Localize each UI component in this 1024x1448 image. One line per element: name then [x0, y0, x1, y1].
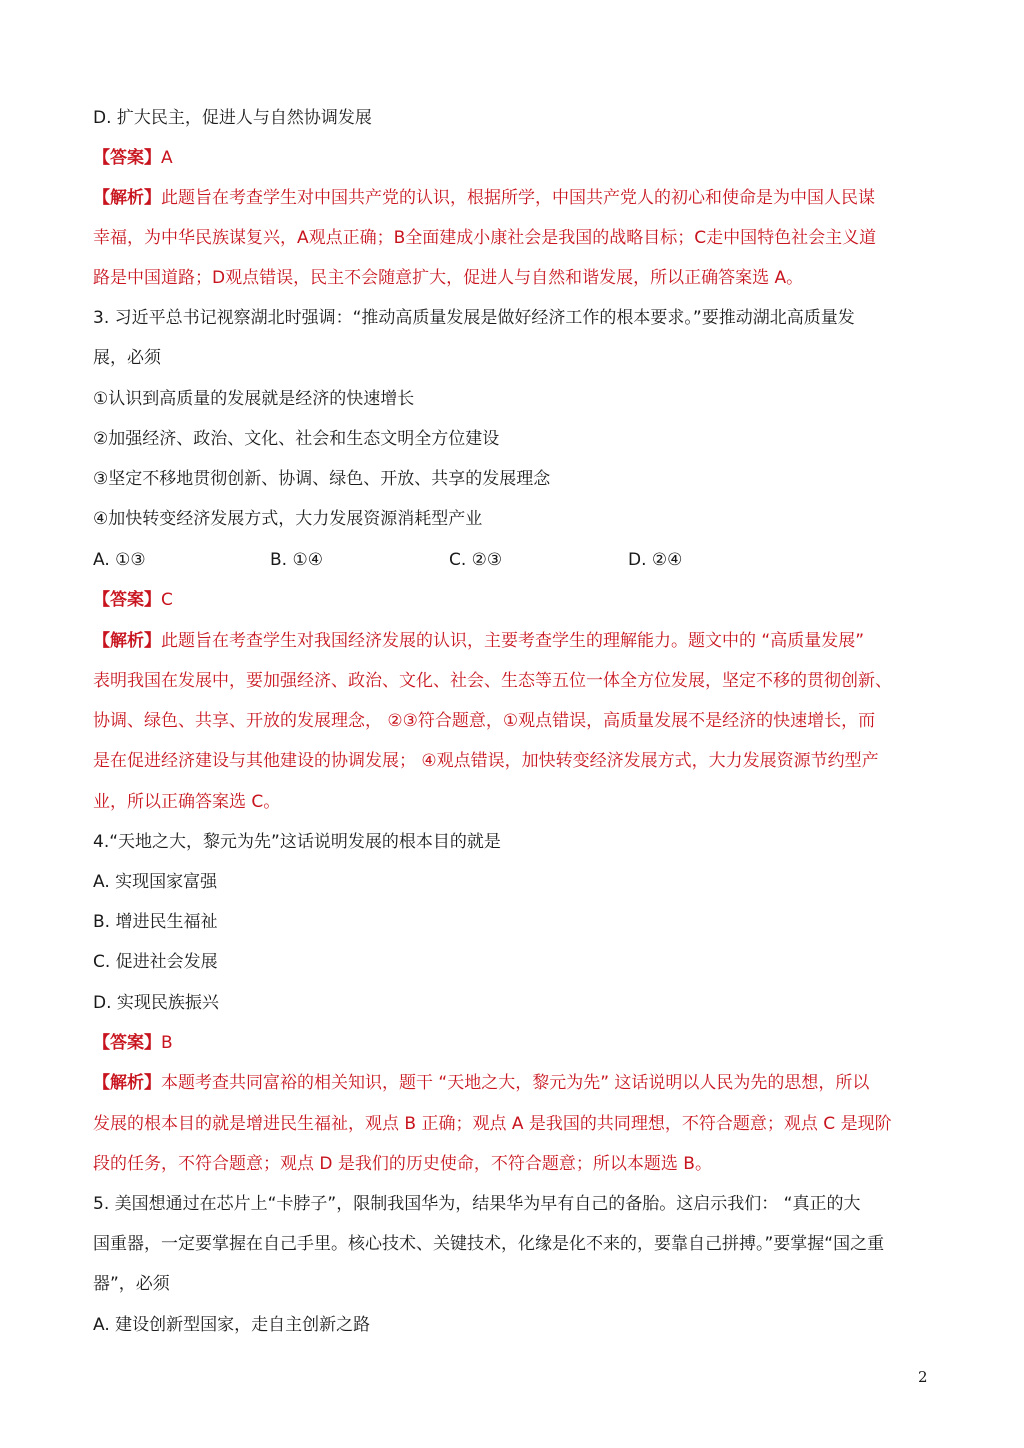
- analysis-text-line: 表明我国在发展中，要加强经济、政治、文化、社会、生态等五位一体全方位发展，坚定不移的贯彻创新、: [93, 671, 892, 691]
- question-5-stem: 5. 美国想通过在芯片上“卡脖子”，限制我国华为，结果华为早有自己的备胎。这启示我们： “真正的大: [93, 1194, 861, 1214]
- answer-value: B: [161, 1033, 173, 1053]
- statement-2: ②加强经济、政治、文化、社会和生态文明全方位建设: [93, 429, 500, 449]
- statement-3: ③坚定不移地贯彻创新、协调、绿色、开放、共享的发展理念: [93, 469, 551, 489]
- option-b-q3: B. ①④: [270, 550, 323, 570]
- analysis-text-line: 幸福，为中华民族谋复兴，A观点正确；B全面建成小康社会是我国的战略目标；C走中国特色社会主义道: [93, 228, 877, 248]
- option-c-q4: C. 促进社会发展: [93, 952, 218, 972]
- answer-value: A: [161, 148, 173, 168]
- option-a-q5: A. 建设创新型国家，走自主创新之路: [93, 1315, 371, 1335]
- option-b-q4: B. 增进民生福祉: [93, 912, 218, 932]
- answer-value: C: [161, 590, 173, 610]
- answer-tag: 【答案】: [93, 590, 161, 610]
- option-d-q2: D. 扩大民主，促进人与自然协调发展: [93, 108, 372, 128]
- analysis-text: 此题旨在考查学生对我国经济发展的认识，主要考查学生的理解能力。题文中的 “高质量发展”: [161, 631, 865, 651]
- question-3-stem-cont: 展，必须: [93, 348, 161, 368]
- option-d-q3: D. ②④: [628, 550, 683, 570]
- analysis-line-q3: [93, 629, 933, 653]
- analysis-tag: 【解析】: [93, 188, 161, 208]
- analysis-text-line: 路是中国道路；D观点错误，民主不会随意扩大，促进人与自然和谐发展，所以正确答案选 A。: [93, 268, 804, 288]
- option-a-q4: A. 实现国家富强: [93, 872, 218, 892]
- answer-tag: 【答案】: [93, 148, 161, 168]
- question-4-stem: 4.“天地之大，黎元为先”这话说明发展的根本目的就是: [93, 832, 501, 852]
- analysis-tag: 【解析】: [93, 1073, 161, 1093]
- page-number: 2: [918, 1368, 928, 1386]
- statement-4: ④加快转变经济发展方式，大力发展资源消耗型产业: [93, 509, 483, 529]
- option-a-q3: A. ①③: [93, 550, 146, 570]
- analysis-tag: 【解析】: [93, 631, 161, 651]
- question-3-stem: 3. 习近平总书记视察湖北时强调：“推动高质量发展是做好经济工作的根本要求。”要推动湖北高质量发: [93, 308, 855, 328]
- analysis-text: 本题考查共同富裕的相关知识，题干 “天地之大，黎元为先” 这话说明以人民为先的思想，所以: [161, 1073, 870, 1093]
- statement-1: ①认识到高质量的发展就是经济的快速增长: [93, 389, 415, 409]
- analysis-text-line: 协调、绿色、共享、开放的发展理念， ②③符合题意，①观点错误，高质量发展不是经济的快速增长，而: [93, 711, 876, 731]
- answer-line-q4: [93, 1031, 933, 1055]
- option-c-q3: C. ②③: [449, 550, 503, 570]
- answer-line-q2: [93, 146, 933, 170]
- question-5-stem-cont: 国重器，一定要掌握在自己手里。核心技术、关键技术，化缘是化不来的，要靠自己拼搏。”要掌握“国之重: [93, 1234, 885, 1254]
- option-d-q4: D. 实现民族振兴: [93, 993, 219, 1013]
- analysis-text-line: 业，所以正确答案选 C。: [93, 792, 281, 812]
- analysis-line-q2: [93, 186, 933, 210]
- answer-tag: 【答案】: [93, 1033, 161, 1053]
- question-5-stem-cont: 器”，必须: [93, 1274, 170, 1294]
- answer-line-q3: [93, 588, 933, 612]
- analysis-line-q4: [93, 1071, 933, 1095]
- analysis-text-line: 发展的根本目的就是增进民生福祉，观点 B 正确；观点 A 是我国的共同理想，不符合题意；观点 C 是现阶: [93, 1114, 892, 1134]
- analysis-text: 此题旨在考查学生对中国共产党的认识，根据所学，中国共产党人的初心和使命是为中国人民谋: [161, 188, 875, 208]
- analysis-text-line: 是在促进经济建设与其他建设的协调发展； ④观点错误，加快转变经济发展方式，大力发展资源节约型产: [93, 751, 879, 771]
- analysis-text-line: 段的任务，不符合题意；观点 D 是我们的历史使命，不符合题意；所以本题选 B。: [93, 1154, 712, 1174]
